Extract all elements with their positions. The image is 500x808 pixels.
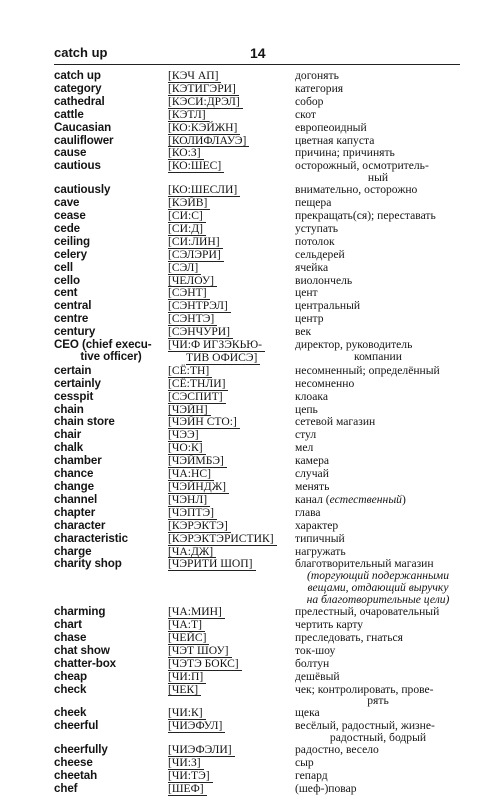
transcription-text: [КЭРЭКТЭ] xyxy=(168,520,231,533)
transcription-text: [СЭЛ] xyxy=(168,262,201,275)
transcription xyxy=(168,365,295,378)
transcription xyxy=(168,339,295,365)
headword xyxy=(54,96,168,109)
transcription-text: [КЭСИ:ДРЭЛ] xyxy=(168,96,243,109)
headword-text: chat show xyxy=(54,643,110,657)
definition-text: случай xyxy=(295,467,329,481)
transcription xyxy=(168,770,295,783)
headword xyxy=(54,720,168,744)
dictionary-entry xyxy=(54,391,464,404)
dictionary-entry xyxy=(54,442,464,455)
transcription xyxy=(168,757,295,770)
dictionary-entry xyxy=(54,236,464,249)
definition-text: пещера xyxy=(295,196,332,210)
dictionary-entry xyxy=(54,313,464,326)
definition-text: клоака xyxy=(295,389,328,403)
definition-note: вещами, отдающий выручку xyxy=(307,581,449,595)
definition-text-after: ) xyxy=(401,492,406,506)
dictionary-entry xyxy=(54,109,464,122)
transcription-text: [СИ:С] xyxy=(168,210,206,223)
transcription-text: [СЭНТЭ] xyxy=(168,313,217,326)
definition xyxy=(295,339,461,365)
definition-text: ток-шоу xyxy=(295,643,336,657)
transcription xyxy=(168,391,295,404)
transcription-text: [ЧЭНЛ] xyxy=(168,494,210,507)
headword-text: cello xyxy=(54,273,80,287)
definition-text: уступать xyxy=(295,221,339,235)
headword-text: cheese xyxy=(54,755,93,769)
definition-text: сыр xyxy=(295,755,314,769)
definition-note: (торгующий подержанными xyxy=(307,569,449,583)
transcription xyxy=(168,533,295,546)
definition-text: весёлый, радостный, жизне- xyxy=(295,719,435,733)
headword-text: characteristic xyxy=(54,531,129,545)
definition-text: болтун xyxy=(295,656,330,670)
definition-text: центральный xyxy=(295,299,361,313)
headword xyxy=(54,70,168,83)
running-head: catch up xyxy=(54,45,108,60)
headword-text: cattle xyxy=(54,107,84,121)
definition-text: благотворительный магазин xyxy=(295,557,434,571)
transcription xyxy=(168,632,295,645)
definition-italic: естественный xyxy=(329,492,402,506)
headword-text: channel xyxy=(54,492,98,506)
transcription-text: [ЧЭПТЭ] xyxy=(168,507,217,520)
transcription xyxy=(168,481,295,494)
dictionary-entry xyxy=(54,378,464,391)
transcription-text: [ЧЕЙС] xyxy=(168,632,209,645)
headword-text: cheetah xyxy=(54,768,98,782)
transcription-text: [ЧИ:П] xyxy=(168,671,206,684)
headword-text-continued: tive officer) xyxy=(80,349,142,363)
page-number: 14 xyxy=(250,45,266,61)
definition-text: характер xyxy=(295,518,339,532)
transcription xyxy=(168,96,295,109)
transcription-text: [КЭТЛ] xyxy=(168,109,209,122)
headword xyxy=(54,658,168,671)
headword xyxy=(54,83,168,96)
transcription-text: [ЧЭЭ] xyxy=(168,429,202,442)
headword-text: chance xyxy=(54,467,94,481)
transcription-text: [ЧЕК] xyxy=(168,684,201,697)
transcription xyxy=(168,671,295,684)
headword-text: chapter xyxy=(54,505,96,519)
definition xyxy=(295,720,461,744)
definition-text: нагружать xyxy=(295,544,346,558)
headword-text: Caucasian xyxy=(54,120,112,134)
transcription-text: [КОЛИФЛАУЭ] xyxy=(168,135,249,148)
transcription-text: [ЧЭЙМБЭ] xyxy=(168,455,227,468)
headword-text: change xyxy=(54,480,94,493)
headword-text: charming xyxy=(54,605,106,619)
dictionary-entry xyxy=(54,275,464,288)
dictionary-entry xyxy=(54,455,464,468)
headword-text: cheerfully xyxy=(54,743,108,757)
headword-text: cauliflower xyxy=(54,133,114,147)
dictionary-entry xyxy=(54,223,464,236)
definition xyxy=(295,275,461,288)
definition xyxy=(295,160,461,184)
transcription-text: [СЭНЧУРИ] xyxy=(168,326,233,339)
dictionary-entries xyxy=(54,70,464,796)
transcription-text: [СЭНТРЭЛ] xyxy=(168,300,231,313)
definition-text: прелестный, очаровательный xyxy=(295,605,440,619)
headword xyxy=(54,671,168,684)
headword-text: cede xyxy=(54,221,81,235)
definition-text-continued: рять xyxy=(367,694,389,708)
transcription xyxy=(168,70,295,83)
headword-text: catch up xyxy=(54,69,101,82)
headword-text: chef xyxy=(54,781,78,795)
dictionary-entry xyxy=(54,300,464,313)
headword xyxy=(54,757,168,770)
headword-text: character xyxy=(54,518,106,532)
transcription-text: [ЧЭЙН СТО:] xyxy=(168,416,240,429)
transcription-text: [ЧЭТ ШОУ] xyxy=(168,645,232,658)
transcription-text: [ЧА:ДЖ] xyxy=(168,546,216,559)
definition-text: типичный xyxy=(295,531,345,545)
dictionary-entry xyxy=(54,468,464,481)
dictionary-entry xyxy=(54,122,464,135)
transcription-text: [КО:З] xyxy=(168,147,204,160)
headword xyxy=(54,210,168,223)
dictionary-entry xyxy=(54,287,464,300)
definition-text: преследовать, гнаться xyxy=(295,630,404,644)
transcription-text: [КЭТИГЭРИ] xyxy=(168,83,239,96)
transcription xyxy=(168,520,295,533)
definition xyxy=(295,558,461,606)
definition-text: ячейка xyxy=(295,260,329,274)
dictionary-entry xyxy=(54,404,464,417)
headword xyxy=(54,520,168,533)
headword-text: chain xyxy=(54,402,84,416)
headword xyxy=(54,223,168,236)
headword-text: cheerful xyxy=(54,719,99,733)
definition-text: дешёвый xyxy=(295,669,340,683)
headword xyxy=(54,494,168,507)
headword-text: cheap xyxy=(54,669,88,683)
headword-text: central xyxy=(54,299,92,313)
headword xyxy=(54,507,168,520)
transcription-text: [КО:КЭЙЖН] xyxy=(168,122,240,135)
definition-text: век xyxy=(295,325,312,339)
headword xyxy=(54,632,168,645)
definition-text: виолончель xyxy=(295,273,353,287)
dictionary-entry xyxy=(54,416,464,429)
definition-text: скот xyxy=(295,107,316,121)
headword-text: cell xyxy=(54,260,73,274)
transcription xyxy=(168,645,295,658)
definition-text: цепь xyxy=(295,402,318,416)
dictionary-entry xyxy=(54,520,464,533)
transcription xyxy=(168,658,295,671)
definition xyxy=(295,391,461,404)
definition-text: камера xyxy=(295,454,330,468)
headword xyxy=(54,744,168,757)
dictionary-entry xyxy=(54,135,464,148)
definition-text: догонять xyxy=(295,69,339,82)
definition xyxy=(295,429,461,442)
transcription-text: [ЧИ:ТЭ] xyxy=(168,770,213,783)
definition-text: (шеф-)повар xyxy=(295,781,357,795)
transcription-text: [КЭРЭКТЭРИСТИК] xyxy=(168,533,277,546)
transcription xyxy=(168,249,295,262)
dictionary-entry xyxy=(54,533,464,546)
headword-text: cave xyxy=(54,196,80,210)
dictionary-entry xyxy=(54,339,464,365)
transcription xyxy=(168,160,295,184)
definition-text: потолок xyxy=(295,234,335,248)
headword-text: cease xyxy=(54,208,86,222)
transcription-text: [СЁ:ТН] xyxy=(168,365,212,378)
transcription-text: [ЧЭЙНДЖ] xyxy=(168,481,229,494)
dictionary-entry xyxy=(54,720,464,744)
headword-text: CEO (chief execu- xyxy=(54,338,152,352)
headword xyxy=(54,645,168,658)
headword xyxy=(54,558,168,606)
dictionary-entry xyxy=(54,507,464,520)
transcription xyxy=(168,122,295,135)
headword-text: centre xyxy=(54,312,89,326)
definition-text-continued: ный xyxy=(367,171,389,185)
transcription xyxy=(168,744,295,757)
headword-text: charge xyxy=(54,544,92,558)
definition xyxy=(295,96,461,109)
transcription-text: [ЧЭРИТИ ШОП] xyxy=(168,558,256,571)
definition-text: европеоидный xyxy=(295,120,367,134)
definition-text: канал ( xyxy=(295,492,330,506)
headword-text: chain store xyxy=(54,415,115,429)
definition-text: чек; контролировать, прове- xyxy=(295,682,434,696)
headword xyxy=(54,365,168,378)
transcription xyxy=(168,109,295,122)
headword-text: chase xyxy=(54,630,87,644)
transcription-text: [КО:ШЕС] xyxy=(168,160,224,173)
transcription xyxy=(168,619,295,632)
headword-text: certain xyxy=(54,363,92,377)
transcription xyxy=(168,494,295,507)
transcription-text: [ЧИ:З] xyxy=(168,757,204,770)
headword-text: chart xyxy=(54,617,82,631)
dictionary-entry xyxy=(54,70,464,83)
headword-text: cheek xyxy=(54,706,87,720)
definition-text: менять xyxy=(295,480,330,493)
dictionary-entry xyxy=(54,684,464,708)
transcription xyxy=(168,378,295,391)
headword-text: category xyxy=(54,81,102,95)
transcription-text: [ЧО:К] xyxy=(168,442,206,455)
headword-text: cent xyxy=(54,286,78,300)
headword-text: cesspit xyxy=(54,389,94,403)
transcription-text: [СЭЛЭРИ] xyxy=(168,249,224,262)
dictionary-entry xyxy=(54,262,464,275)
dictionary-entry xyxy=(54,494,464,507)
definition xyxy=(295,313,461,326)
definition-text: прекращать(ся); переставать xyxy=(295,208,436,222)
transcription xyxy=(168,210,295,223)
transcription-text: [ЧЭТЭ БОКС] xyxy=(168,658,242,671)
transcription-text: [ЧИ:К] xyxy=(168,707,206,720)
transcription-text: [ЧИ:Ф ИГЗЭКЬЮ- xyxy=(168,339,265,352)
dictionary-entry xyxy=(54,160,464,184)
headword xyxy=(54,533,168,546)
headword-text: chalk xyxy=(54,441,84,455)
transcription-text: [СЁ:ТНЛИ] xyxy=(168,378,228,391)
definition-text: осторожный, осмотритель- xyxy=(295,159,429,173)
headword-text: chatter-box xyxy=(54,656,117,670)
headword-text: check xyxy=(54,682,87,696)
headword-text: charity shop xyxy=(54,557,122,571)
definition-text-continued: радостный, бодрый xyxy=(329,731,427,745)
definition-text: собор xyxy=(295,94,324,108)
headword-text: century xyxy=(54,325,96,339)
dictionary-entry xyxy=(54,210,464,223)
definition-text: глава xyxy=(295,505,321,519)
transcription xyxy=(168,262,295,275)
transcription-text: [ЧИЭФУЛ] xyxy=(168,720,225,733)
headword xyxy=(54,619,168,632)
transcription-text: [ШЕФ] xyxy=(168,783,207,796)
dictionary-entry xyxy=(54,783,464,796)
transcription xyxy=(168,558,295,606)
definition-text: несомненный; определённый xyxy=(295,363,440,377)
dictionary-entry xyxy=(54,83,464,96)
definition-text: директор, руководитель xyxy=(295,338,413,352)
definition-text: причина; причинять xyxy=(295,146,395,160)
dictionary-entry xyxy=(54,757,464,770)
definition-text: гепард xyxy=(295,768,328,782)
transcription-text-continued: ТИВ ОФИСЭ] xyxy=(186,352,260,365)
definition-text: внимательно, осторожно xyxy=(295,183,418,197)
transcription-text: [СЭСПИТ] xyxy=(168,391,226,404)
definition-text: несомненно xyxy=(295,376,355,390)
headword-text: cautiously xyxy=(54,183,111,197)
definition xyxy=(295,416,461,429)
dictionary-entry xyxy=(54,558,464,606)
dictionary-entry xyxy=(54,606,464,619)
transcription-text: [СИ:Д] xyxy=(168,223,206,236)
headword-text: ceiling xyxy=(54,234,91,248)
definition-note: на благотворительные цели) xyxy=(306,593,450,607)
transcription-text: [ЧА:НС] xyxy=(168,468,214,481)
headword xyxy=(54,783,168,796)
dictionary-entry xyxy=(54,744,464,757)
headword-text: cautious xyxy=(54,159,101,173)
headword-text: chair xyxy=(54,428,82,442)
headword xyxy=(54,684,168,708)
transcription-text: [СЭНТ] xyxy=(168,287,210,300)
transcription-text: [КО:ШЕСЛИ] xyxy=(168,184,240,197)
transcription-text: [ЧЕЛОУ] xyxy=(168,275,217,288)
headword xyxy=(54,378,168,391)
headword-text: cause xyxy=(54,146,87,160)
transcription xyxy=(168,223,295,236)
headword xyxy=(54,262,168,275)
definition-text: стул xyxy=(295,428,317,442)
headword-text: chamber xyxy=(54,454,102,468)
transcription-text: [ЧИЭФЭЛИ] xyxy=(168,744,235,757)
definition-text: цветная капуста xyxy=(295,133,375,147)
definition-text: сетевой магазин xyxy=(295,415,376,429)
dictionary-entry xyxy=(54,632,464,645)
headword xyxy=(54,109,168,122)
definition-text: цент xyxy=(295,286,318,300)
headword xyxy=(54,391,168,404)
definition-text: мел xyxy=(295,441,314,455)
transcription xyxy=(168,720,295,744)
headword xyxy=(54,481,168,494)
transcription xyxy=(168,236,295,249)
definition-text: сельдерей xyxy=(295,247,345,261)
transcription-text: [СИ:ЛИН] xyxy=(168,236,223,249)
transcription-text: [ЧА:Т] xyxy=(168,619,205,632)
definition-text-continued: компании xyxy=(354,349,402,363)
dictionary-entry xyxy=(54,770,464,783)
headword-text: certainly xyxy=(54,376,101,390)
headword-text: celery xyxy=(54,247,87,261)
definition-text: радостно, весело xyxy=(295,743,379,757)
definition-text: чертить карту xyxy=(295,617,364,631)
headword xyxy=(54,122,168,135)
transcription xyxy=(168,783,295,796)
dictionary-entry xyxy=(54,658,464,671)
headword xyxy=(54,770,168,783)
headword xyxy=(54,339,168,365)
transcription xyxy=(168,507,295,520)
definition xyxy=(295,684,461,708)
dictionary-entry xyxy=(54,96,464,109)
headword-text: cathedral xyxy=(54,94,105,108)
transcription-text: [КЭЙВ] xyxy=(168,197,210,210)
dictionary-entry xyxy=(54,429,464,442)
definition xyxy=(295,744,461,757)
headword xyxy=(54,160,168,184)
transcription xyxy=(168,684,295,708)
dictionary-entry xyxy=(54,645,464,658)
page-header xyxy=(54,44,460,65)
dictionary-entry xyxy=(54,184,464,197)
transcription-text: [ЧЭЙН] xyxy=(168,404,211,417)
definition-text: щека xyxy=(295,706,320,720)
dictionary-entry xyxy=(54,365,464,378)
headword xyxy=(54,236,168,249)
transcription-text: [ЧА:МИН] xyxy=(168,606,225,619)
dictionary-entry xyxy=(54,249,464,262)
transcription xyxy=(168,83,295,96)
transcription-text: [КЭЧ АП] xyxy=(168,70,221,83)
definition-text: центр xyxy=(295,312,324,326)
definition-text: категория xyxy=(295,81,344,95)
definition xyxy=(295,783,461,796)
headword xyxy=(54,249,168,262)
